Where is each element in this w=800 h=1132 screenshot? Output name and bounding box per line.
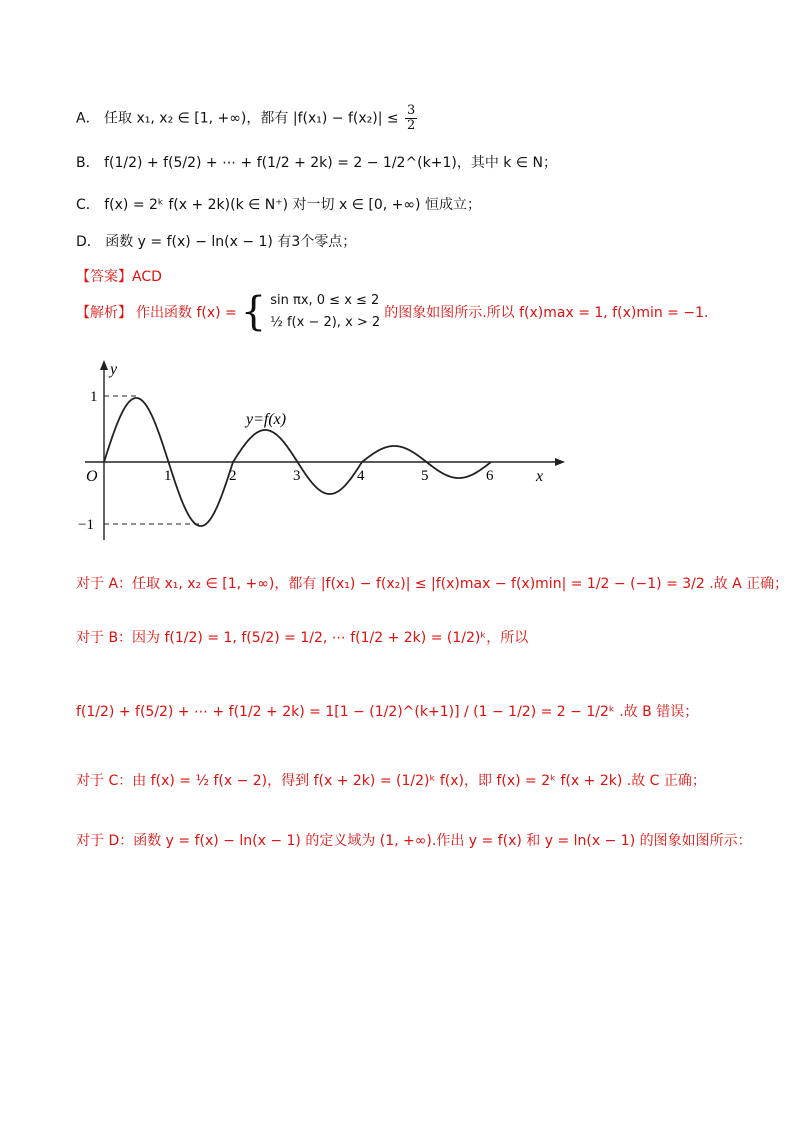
y-axis-arrow xyxy=(100,360,108,370)
option-b-label: B． xyxy=(76,155,100,171)
analysis-lead: 作出函数 f(x) = xyxy=(136,305,237,321)
analysis-tail: 的图象如图所示.所以 f(x)max = 1, f(x)min = −1. xyxy=(384,305,709,321)
option-c-text: f(x) = 2ᵏ f(x + 2k)(k ∈ N⁺) 对一切 x ∈ [0, +∞) 恒成立； xyxy=(104,197,481,213)
option-d xyxy=(76,231,356,251)
option-a xyxy=(76,104,419,133)
solution-a: 对于 A：任取 x₁, x₂ ∈ [1, +∞)，都有 |f(x₁) − f(x₂)| ≤ |f(x)max − f(x)min| = 1/2 − (−1) = 3/2 .故 A 正确； xyxy=(76,576,789,592)
solution-b-sum: f(1/2) + f(5/2) + ⋯ + f(1/2 + 2k) = 1[1 − (1/2)^(k+1)] / (1 − 1/2) = 2 − 1/2ᵏ .故 B 错误； xyxy=(76,704,699,720)
option-a-text: 任取 x₁, x₂ ∈ [1, +∞)，都有 |f(x₁) − f(x₂)| ≤ xyxy=(104,110,404,127)
option-b xyxy=(76,152,557,172)
y-tick-1: 1 xyxy=(90,389,98,405)
analysis-line xyxy=(76,290,708,334)
x-tick-4: 4 xyxy=(357,468,365,484)
option-a-frac-denominator: 2 xyxy=(407,118,416,133)
x-tick-6: 6 xyxy=(486,468,494,484)
x-axis-arrow xyxy=(555,458,565,466)
origin-label: O xyxy=(86,468,98,485)
x-tick-3: 3 xyxy=(293,468,301,484)
piecewise-cases xyxy=(270,290,380,334)
option-c-label: C． xyxy=(76,197,100,213)
piecewise-case-2: ½ f(x − 2), x > 2 xyxy=(270,315,381,330)
option-a-frac-numerator: 3 xyxy=(407,103,416,118)
analysis-tag: 【解析】 xyxy=(76,305,132,321)
x-axis-label: x xyxy=(536,468,544,485)
answer-tag: 【答案】 xyxy=(76,269,132,285)
option-b-text: f(1/2) + f(5/2) + ⋯ + f(1/2 + 2k) = 2 − 1/2^(k+1)，其中 k ∈ N； xyxy=(104,155,557,171)
answer-line xyxy=(76,266,162,286)
option-c xyxy=(76,194,481,214)
x-tick-5: 5 xyxy=(421,468,429,484)
curve-label: y=f(x) xyxy=(246,411,287,428)
piecewise-case-1: sin πx, 0 ≤ x ≤ 2 xyxy=(270,293,380,308)
y-axis-label: y xyxy=(110,361,118,378)
function-graph xyxy=(70,358,570,548)
piecewise-brace: { xyxy=(240,289,267,335)
option-a-label: A． xyxy=(76,110,100,127)
solution-b-intro: 对于 B：因为 f(1/2) = 1, f(5/2) = 1/2, ⋯ f(1/2 + 2k) = (1/2)ᵏ，所以 xyxy=(76,630,529,646)
answer-value: ACD xyxy=(132,269,162,285)
option-d-label: D． xyxy=(76,234,101,250)
solution-c: 对于 C：由 f(x) = ½ f(x − 2)，得到 f(x + 2k) = (1/2)ᵏ f(x)，即 f(x) = 2ᵏ f(x + 2k) .故 C 正确； xyxy=(76,773,706,789)
option-a-fraction xyxy=(405,104,417,133)
x-tick-2: 2 xyxy=(229,468,237,484)
option-d-text: 函数 y = f(x) − ln(x − 1) 有3个零点； xyxy=(105,234,357,250)
y-tick-neg1: −1 xyxy=(78,517,94,533)
solution-d: 对于 D：函数 y = f(x) − ln(x − 1) 的定义域为 (1, +∞).作出 y = f(x) 和 y = ln(x − 1) 的图象如图所示： xyxy=(76,833,752,849)
x-tick-1: 1 xyxy=(164,468,172,484)
